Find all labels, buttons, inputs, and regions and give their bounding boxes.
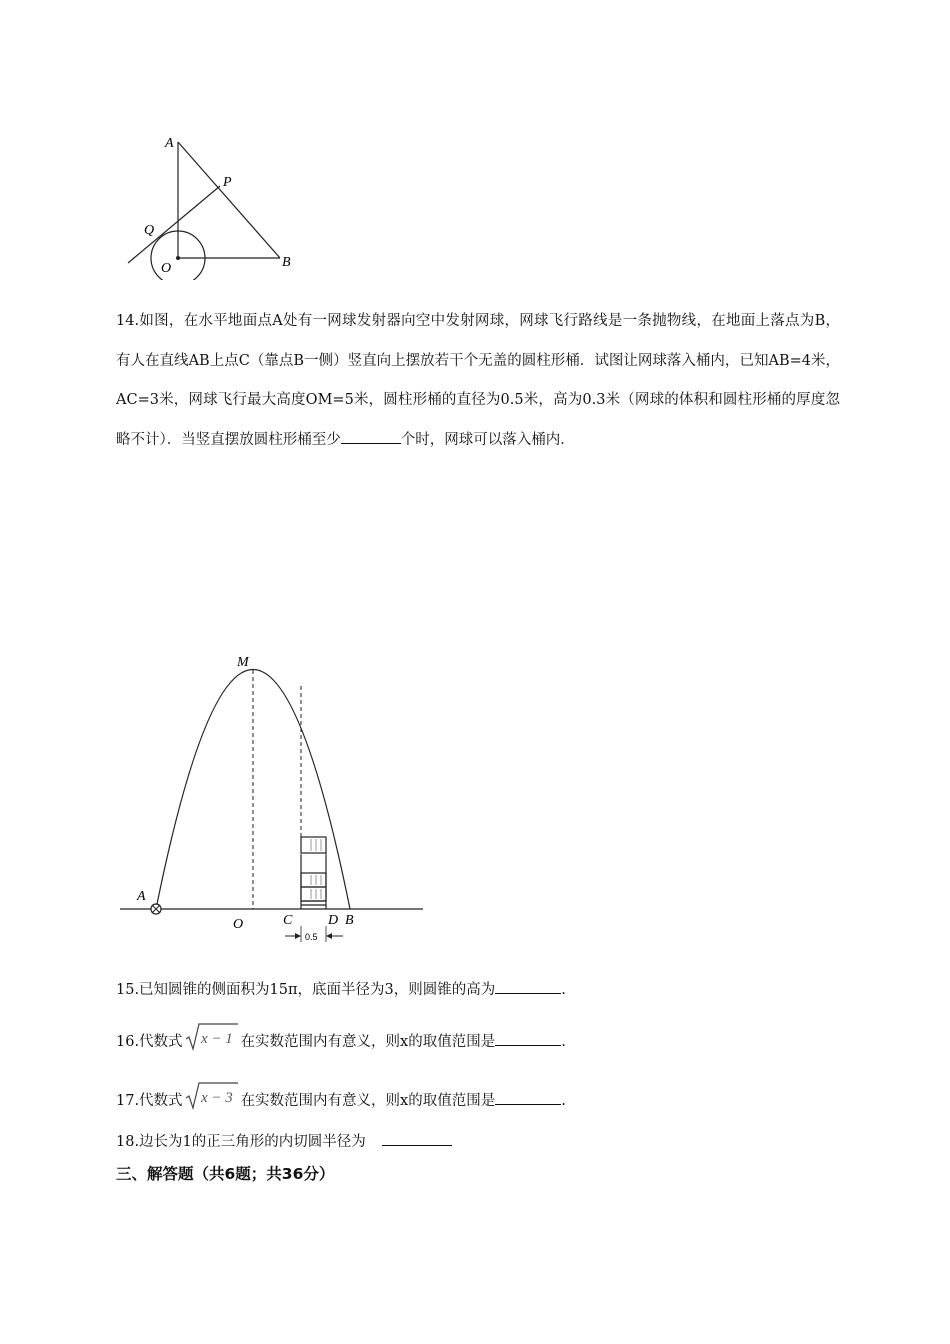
question-17-text: 17.代数式 [116, 1093, 183, 1109]
radicand-17: x − 3 [200, 1090, 233, 1106]
question-15-text: 15.已知圆锥的侧面积为15π，底面半径为3，则圆锥的高为 [116, 982, 496, 998]
label-M: M [237, 655, 249, 670]
answer-blank-17[interactable] [495, 1090, 561, 1105]
label-C: C [283, 913, 293, 928]
radicand-16: x − 1 [200, 1031, 233, 1047]
answer-blank-16[interactable] [495, 1031, 561, 1046]
question-17-text-2: 在实数范围内有意义，则x的取值范围是 [240, 1093, 496, 1109]
question-14-text: 14.如图，在水平地面点A处有一网球发射器向空中发射网球，网球飞行路线是一条抛物线，在地面上落点为B，有人在直线AB上点C（靠点B一侧）竖直向上摆放若干个无盖的圆柱形桶．试图让网球落入桶内，已知AB=4米，AC=3米，网球飞行最大高度OM=5米，圆柱形桶的直径为0.5米，高为0.3米（网球的体积和圆柱形桶的厚度忽略不计）．当竖直摆放圆柱形桶至少 [116, 313, 840, 448]
line-AB [178, 142, 280, 258]
center-point-O [176, 256, 180, 260]
question-17 [116, 1081, 566, 1111]
label-P: P [223, 175, 232, 190]
question-15-end: . [561, 982, 566, 998]
question-16-text: 16.代数式 [116, 1034, 183, 1050]
parabola-figure [115, 650, 435, 950]
triangle-circle-figure [120, 130, 310, 280]
section-3-heading: 三、解答题（共6题；共36分） [116, 1165, 335, 1183]
bucket-stack [301, 837, 326, 909]
question-14-text-end: 个时，网球可以落入桶内． [400, 431, 575, 448]
label-O: O [233, 917, 244, 932]
tangent-line-QP [128, 186, 220, 263]
sqrt-expression-16 [185, 1022, 239, 1052]
question-17-end: . [561, 1093, 566, 1109]
dimension-label: 0.5 [305, 932, 318, 942]
question-15 [116, 978, 566, 999]
sqrt-expression-17 [185, 1081, 239, 1111]
question-18-text: 18.边长为1的正三角形的内切圆半径为 [116, 1134, 366, 1150]
bucket-top [301, 837, 326, 853]
answer-blank-18[interactable] [382, 1131, 452, 1146]
label-A: A [137, 889, 146, 904]
label-Q: Q [144, 223, 155, 238]
question-16-end: . [561, 1034, 566, 1050]
question-16 [116, 1022, 566, 1052]
label-B: B [345, 913, 354, 928]
answer-blank-14[interactable] [341, 429, 401, 444]
bucket-hatch [311, 839, 321, 899]
bucket [301, 887, 326, 901]
question-18 [116, 1130, 452, 1151]
label-O: O [161, 261, 172, 276]
label-A: A [165, 136, 174, 151]
answer-blank-15[interactable] [495, 979, 561, 994]
question-16-text-2: 在实数范围内有意义，则x的取值范围是 [240, 1034, 496, 1050]
label-D: D [328, 913, 339, 928]
bucket [301, 873, 326, 887]
question-14 [116, 302, 840, 460]
label-B: B [282, 255, 291, 270]
